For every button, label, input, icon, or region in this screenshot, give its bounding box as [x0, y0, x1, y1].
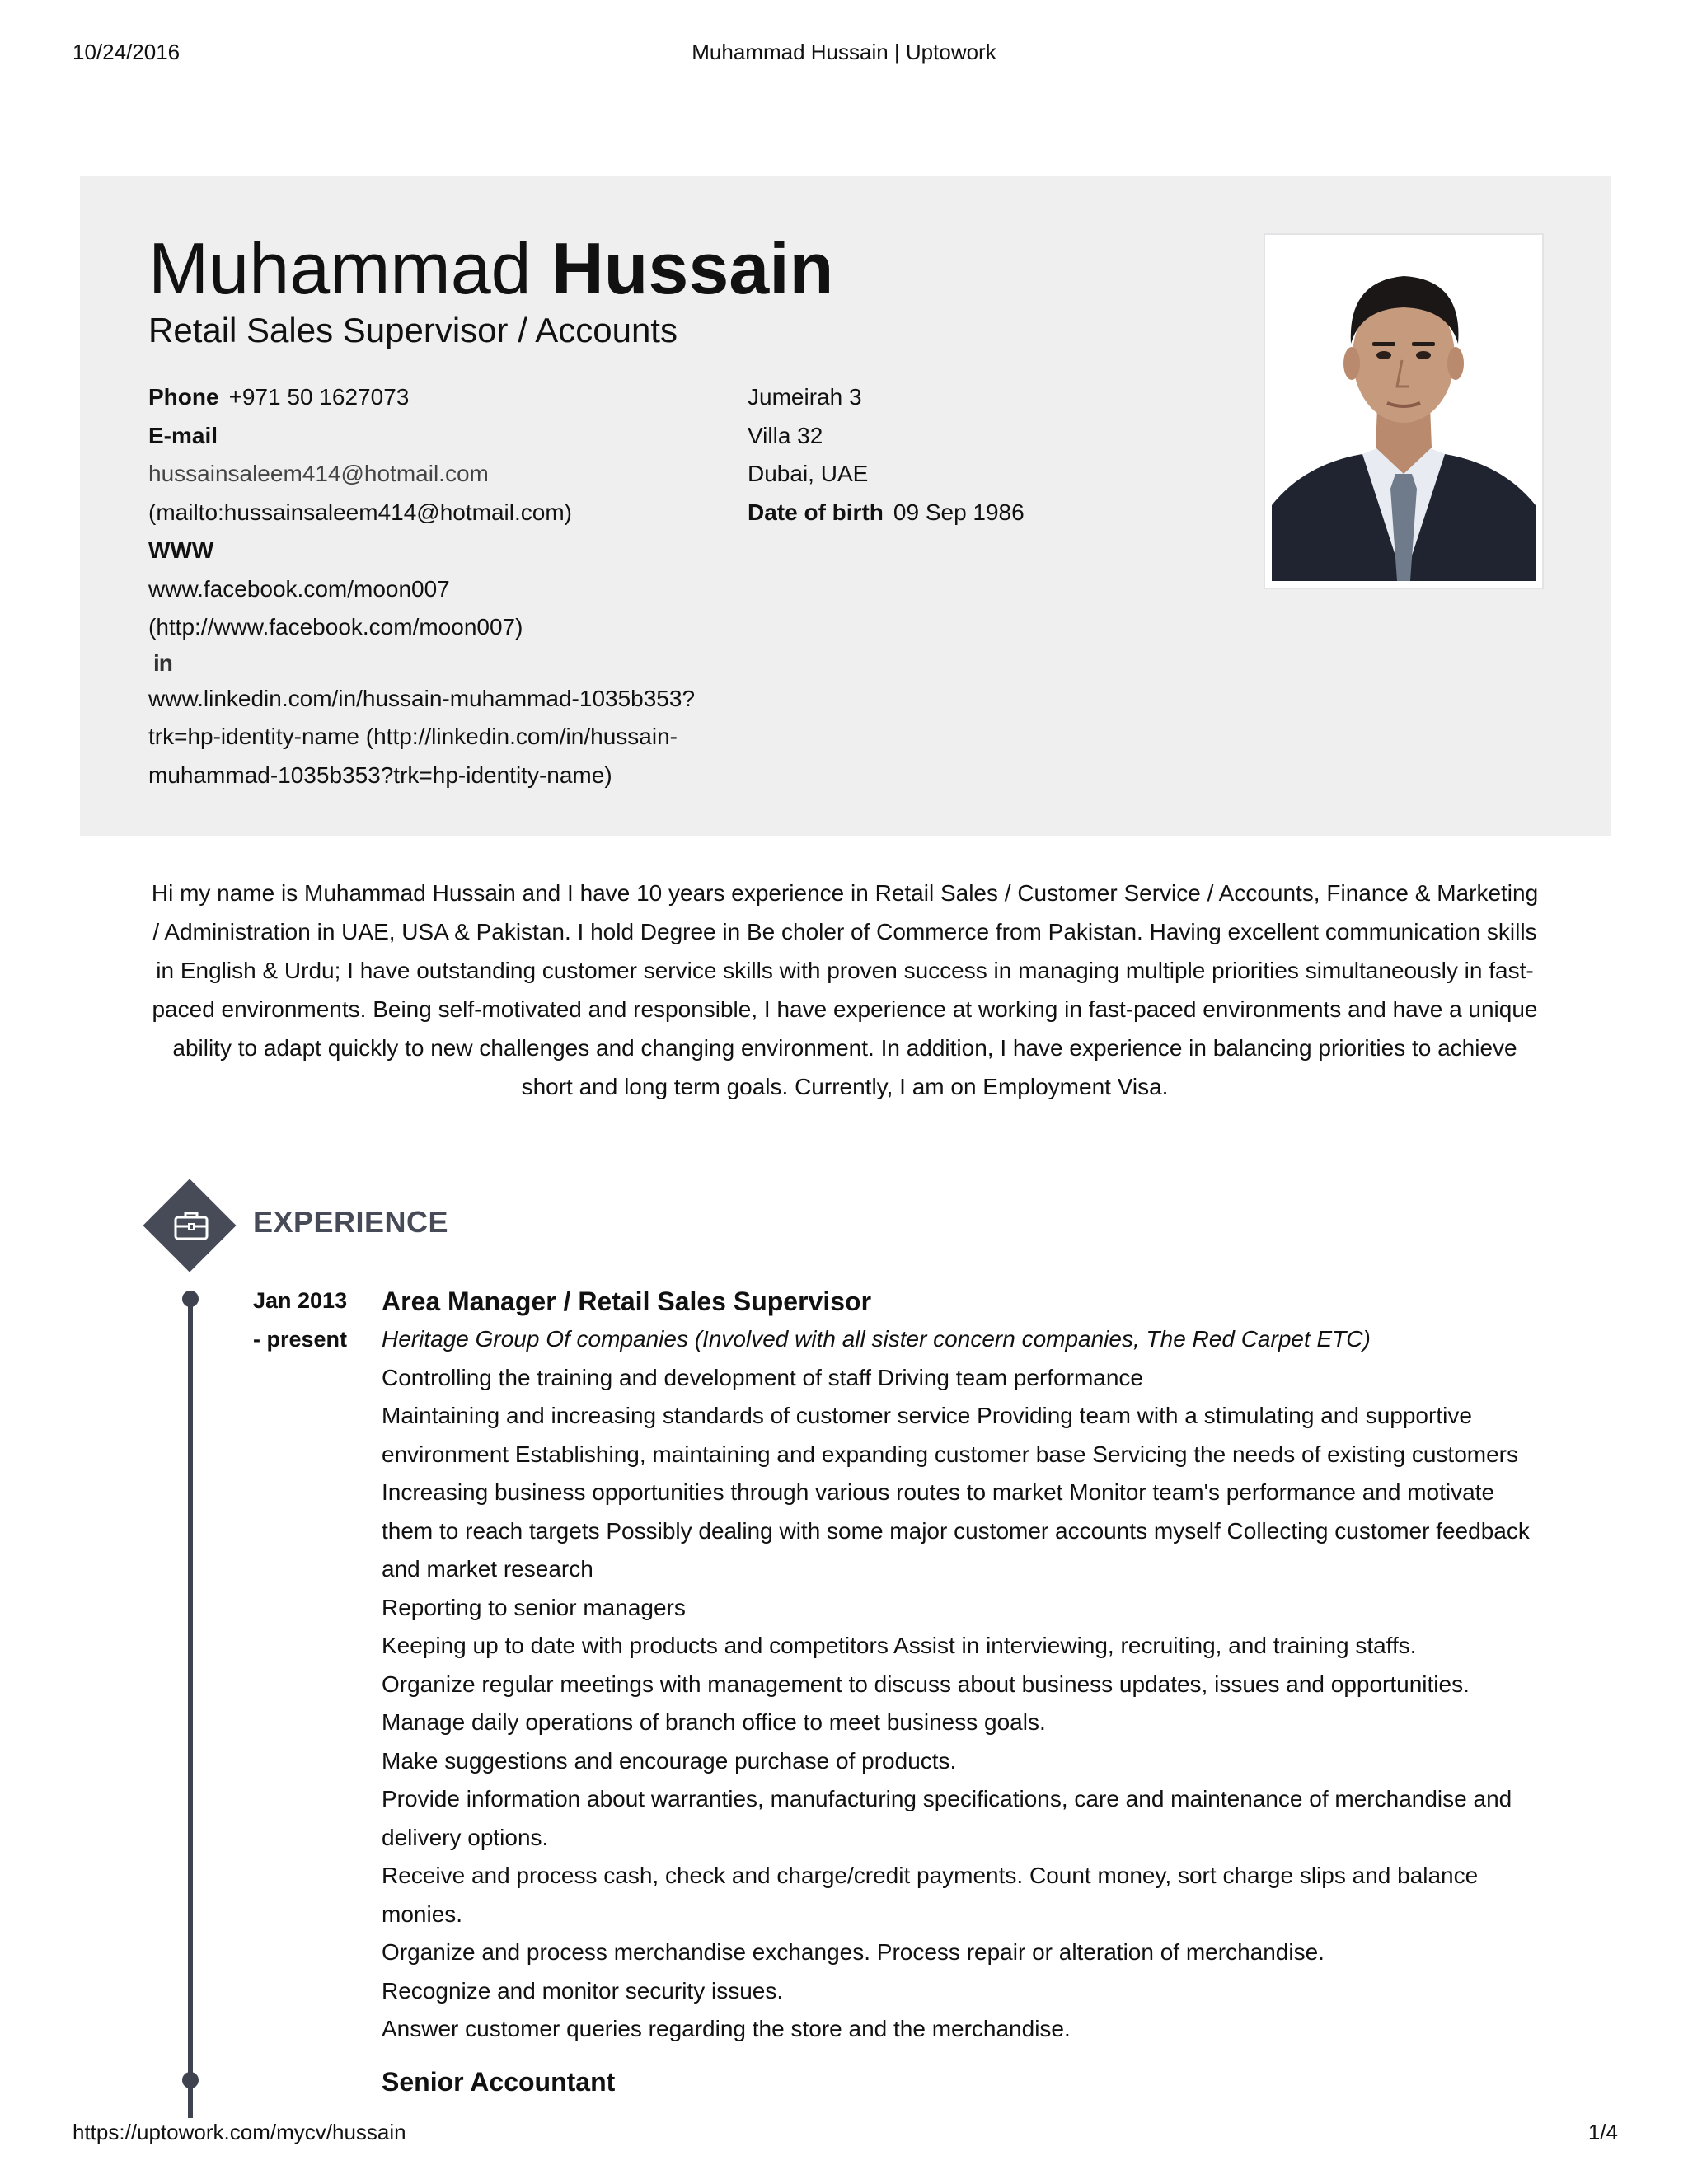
duty-line: Manage daily operations of branch office to meet business goals.: [382, 1709, 1046, 1735]
first-name: Muhammad: [148, 227, 532, 309]
website-link[interactable]: www.facebook.com/moon007: [148, 575, 450, 602]
print-date: 10/24/2016: [73, 40, 181, 64]
candidate-name: [148, 227, 833, 310]
linkedin-line[interactable]: www.linkedin.com/in/hussain-muhammad-1035b353?: [148, 685, 696, 711]
address-line: Jumeirah 3: [748, 384, 862, 410]
linkedin-line: trk=hp-identity-name (http://linkedin.com/in/hussain-: [148, 724, 678, 749]
duty-line: Receive and process cash, check and charge/credit payments. Count money, sort charge slips and balance monies.: [382, 1863, 1479, 1927]
duty-line: Organize regular meetings with management to discuss about business updates, issues and opportunities.: [382, 1671, 1470, 1697]
email-link[interactable]: hussainsaleem414@hotmail.com: [148, 461, 489, 486]
duty-line: Provide information about warranties, manufacturing specifications, care and maintenance of merchandise and delivery options.: [382, 1786, 1512, 1850]
dob-label: Date of birth: [748, 499, 884, 525]
job-company: Heritage Group Of companies (Involved with all sister concern companies, The Red Carpet ETC): [382, 1326, 1371, 1352]
timeline-dot: [182, 1291, 199, 1307]
job-entry: [382, 1282, 1552, 2049]
www-label: WWW: [148, 537, 214, 563]
phone-value[interactable]: +971 50 1627073: [228, 384, 410, 410]
duty-line: Maintaining and increasing standards of customer service Providing team with a stimulating and supportive environment Establishing, maintaining and expanding customer base Servicing the needs of existing customers Increasing business opportunities through various routes to market Monitor team's performance and motivate them to reach targets Possibly dealing with some major customer accounts myself Collecting customer feedback and market research: [382, 1403, 1530, 1582]
duty-line: Organize and process merchandise exchanges. Process repair or alteration of merchandise.: [382, 1939, 1325, 1965]
job-title: Senior Accountant: [382, 2067, 616, 2097]
contact-column: [148, 378, 742, 794]
phone-label: Phone: [148, 384, 219, 410]
timeline-line: [188, 1294, 193, 2118]
timeline-dot: [182, 2072, 199, 2088]
profile-photo: [1272, 241, 1536, 581]
duty-line: Answer customer queries regarding the store and the merchandise.: [382, 2016, 1071, 2041]
page-number: 1/4: [1587, 2120, 1618, 2144]
phone-row: [148, 378, 742, 417]
email-label: E-mail: [148, 422, 218, 448]
job-entry: [382, 2063, 1552, 2101]
address-column: [748, 378, 1176, 532]
duty-line: Reporting to senior managers: [382, 1594, 686, 1620]
job-role: Retail Sales Supervisor / Accounts: [148, 311, 678, 349]
linkedin-line: muhammad-1035b353?trk=hp-identity-name): [148, 762, 612, 788]
website-full: (http://www.facebook.com/moon007): [148, 614, 523, 640]
duty-line: Make suggestions and encourage purchase of products.: [382, 1747, 957, 1774]
linkedin-row: [148, 647, 742, 680]
job-date-start: Jan 2013: [253, 1288, 348, 1313]
profile-summary: Hi my name is Muhammad Hussain and I have 10 years experience in Retail Sales / Customer Service / Accounts, Finance & Marketing / Administration in UAE, USA & Pakistan. I hold Degree in Be choler of Commerce from Pakistan. Having excellent communication skills in English & Urdu; I have outstanding customer service skills with proven success in managing multiple priorities simultaneously in fast-paced environments. Being self-motivated and responsible, I have experience at working in fast-paced environments and have a unique ability to adapt quickly to new challenges and changing environment. In addition, I have experience in balancing priorities to achieve short and long term goals. Currently, I am on Employment Visa.: [151, 880, 1539, 1099]
profile-photo-frame: [1264, 233, 1544, 589]
dob-row: [748, 494, 1176, 532]
briefcase-icon: [169, 1204, 213, 1249]
section-title: EXPERIENCE: [253, 1205, 449, 1239]
last-name: Hussain: [551, 227, 834, 309]
dob-value: 09 Sep 1986: [893, 499, 1025, 525]
job-date-end: - present: [253, 1327, 348, 1352]
duty-line: Controlling the training and development of staff Driving team performance: [382, 1364, 1143, 1390]
print-title: Muhammad Hussain | Uptowork: [692, 40, 996, 64]
email-mailto: (mailto:hussainsaleem414@hotmail.com): [148, 499, 572, 525]
duty-line: Recognize and monitor security issues.: [382, 1977, 784, 2004]
job-title: Area Manager / Retail Sales Supervisor: [382, 1286, 872, 1316]
duty-line: Keeping up to date with products and competitors Assist in interviewing, recruiting, and training staffs.: [382, 1633, 1417, 1658]
print-url[interactable]: https://uptowork.com/mycv/hussain: [73, 2120, 406, 2144]
address-line: Villa 32: [748, 422, 823, 448]
address-line: Dubai, UAE: [748, 461, 869, 486]
linkedin-icon: in: [153, 649, 172, 676]
job-description: [382, 1359, 1552, 2049]
